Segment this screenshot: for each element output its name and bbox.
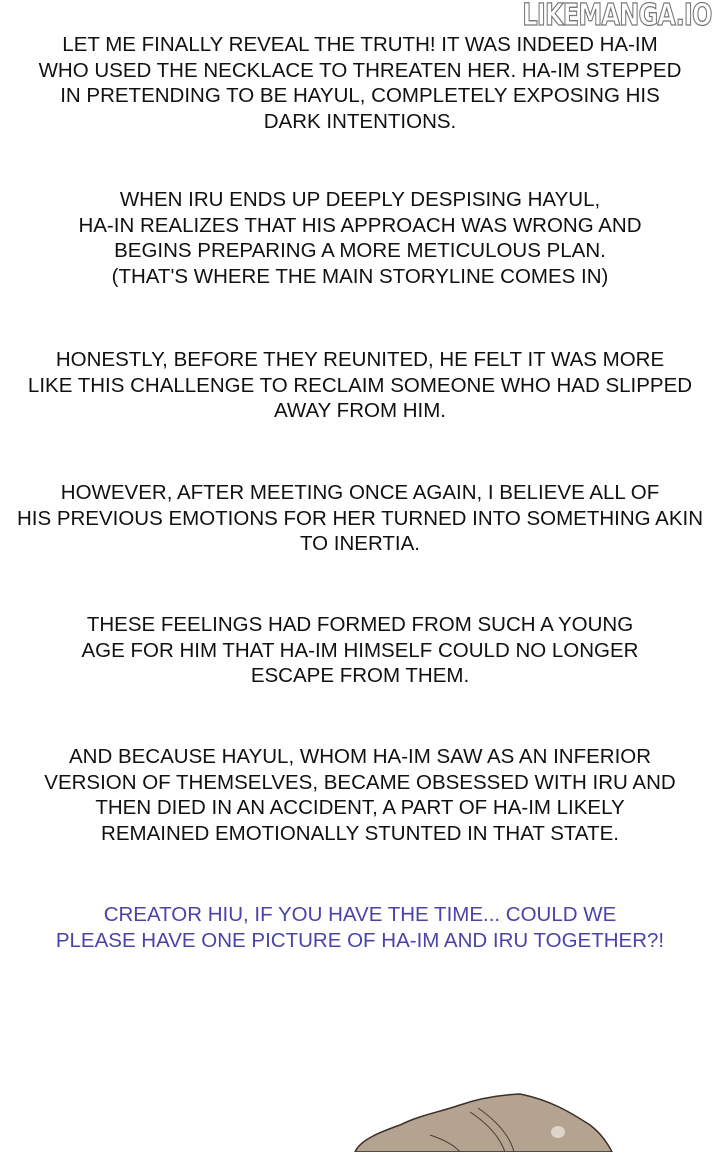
paragraph-truth-reveal: LET ME FINALLY REVEAL THE TRUTH! IT WAS INDEED HA-IM WHO USED THE NECKLACE TO THREATEN HER. HA-IM STEPPED IN PRETENDING TO BE HAYUL, COMPLETELY EXPOSING HIS DARK INTENTIONS. (38, 33, 682, 134)
paragraph-feelings: THESE FEELINGS HAD FORMED FROM SUCH A YOUNG AGE FOR HIM THAT HA-IM HIMSELF COULD NO LONGER ESCAPE FROM THEM. (81, 613, 639, 688)
paragraph-challenge: HONESTLY, BEFORE THEY REUNITED, HE FELT IT WAS MORE LIKE THIS CHALLENGE TO RECLAIM SOMEONE WHO HAD SLIPPED AWAY FROM HIM. (27, 348, 693, 423)
watermark-logo: LIKEMANGA.IO (522, 0, 712, 33)
creator-request-note: CREATOR HIU, IF YOU HAVE THE TIME... COULD WE PLEASE HAVE ONE PICTURE OF HA-IM AND IRU TOGETHER?! (55, 903, 665, 952)
paragraph-inertia: HOWEVER, AFTER MEETING ONCE AGAIN, I BELIEVE ALL OF HIS PREVIOUS EMOTIONS FOR HER TURNED INTO SOMETHING AKIN TO INERTIA. (16, 481, 704, 556)
paragraph-plan: WHEN IRU ENDS UP DEEPLY DESPISING HAYUL, HA-IN REALIZES THAT HIS APPROACH WAS WRONG AND BEGINS PREPARING A MORE METICULOUS PLAN. (THAT'S WHERE THE MAIN STORYLINE COMES IN) (78, 188, 642, 289)
character-hair-illustration (340, 1090, 720, 1152)
paragraph-hayul: AND BECAUSE HAYUL, WHOM HA-IM SAW AS AN INFERIOR VERSION OF THEMSELVES, BECAME OBSESSED WITH IRU AND THEN DIED IN AN ACCIDENT, A PART OF HA-IM LIKELY REMAINED EMOTIONALLY STUNTED IN THAT STATE. (44, 745, 676, 846)
